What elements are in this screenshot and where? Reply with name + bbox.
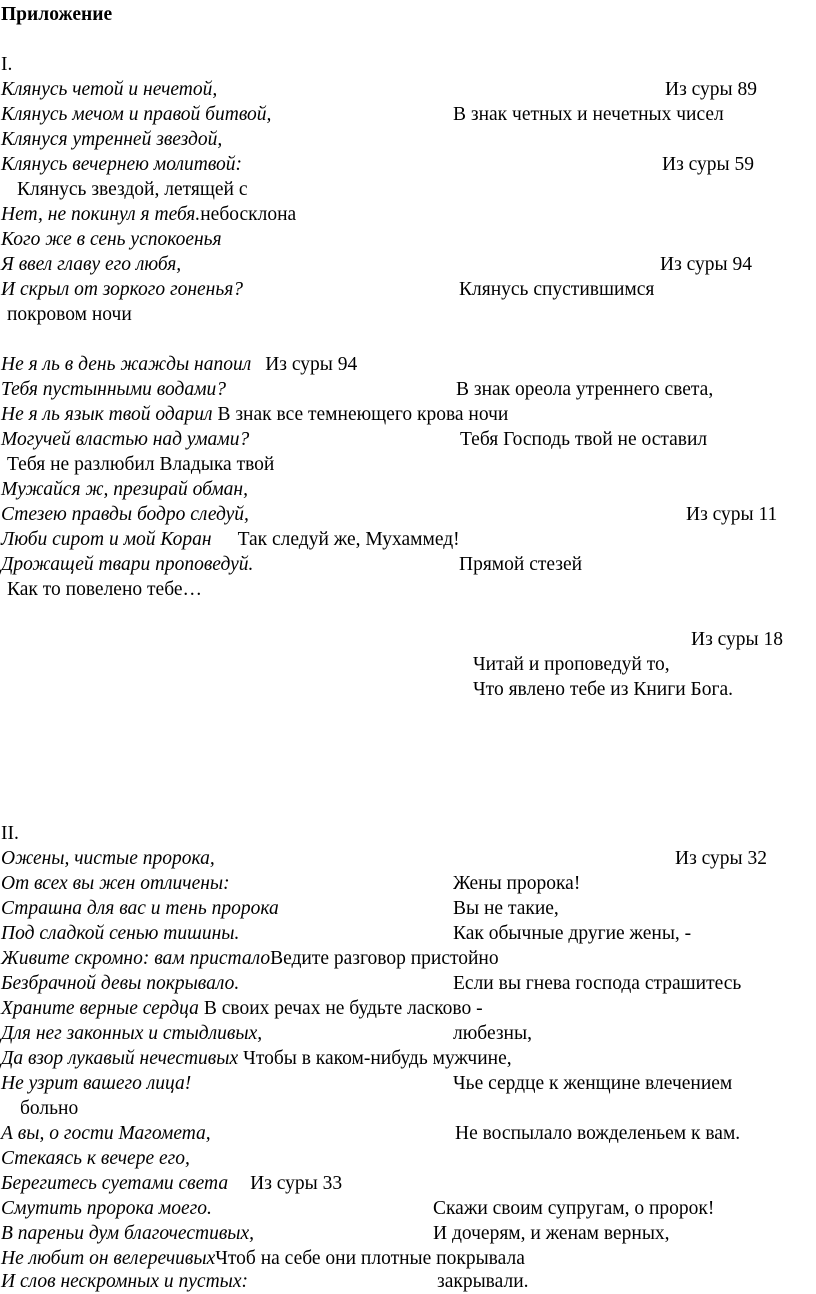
translation-line: В знак четных и нечетных чисел	[453, 104, 724, 125]
poem-line: Ожены, чистые пророка,	[1, 848, 215, 869]
sura-reference: Из суры 94	[265, 354, 358, 375]
poem-line-mixed	[1, 1172, 342, 1196]
translation-line: Чье сердце к женщине влечением	[453, 1073, 733, 1094]
translation-text: В своих речах не будьте ласково -	[203, 998, 483, 1019]
poem-line-mixed	[1, 528, 460, 552]
poem-line: От всех вы жен отличены:	[1, 873, 230, 894]
poem-line: Дрожащей твари проповедуй.	[1, 554, 254, 575]
poem-line: Могучей властью над умами?	[1, 429, 250, 450]
poem-line: Мужайся ж, презирай обман,	[1, 479, 248, 500]
sura-reference: Из суры 59	[662, 154, 755, 175]
translation-line: покровом ночи	[7, 304, 132, 325]
translation-line: Если вы гнева господа страшитесь	[453, 973, 742, 994]
poem-text: Не я ль язык твой одарил	[1, 404, 213, 425]
poem-line: Стезею правды бодро следуй,	[1, 504, 249, 525]
poem-line: Стекаясь к вечере его,	[1, 1148, 190, 1169]
translation-text: Ведите разговор пристойно	[270, 948, 499, 969]
translation-line: Клянусь звездой, летящей с	[17, 179, 248, 200]
poem-line: И слов нескромных и пустых:	[1, 1271, 249, 1292]
translation-text: Чтоб на себе они плотные покрывала	[215, 1248, 525, 1269]
poem-line-mixed	[1, 1047, 512, 1071]
poem-text: Нет, не покинул я тебя.	[1, 204, 201, 225]
translation-line: Тебя не разлюбил Владыка твой	[7, 454, 275, 475]
poem-text: Не я ль в день жажды напоил	[1, 354, 252, 375]
translation-text: Так следуй же, Мухаммед!	[237, 529, 460, 550]
translation-line: Что явлено тебе из Книги Бога.	[473, 679, 733, 700]
translation-line: Жены пророка!	[453, 873, 581, 894]
poem-line: Смутить пророка моего.	[1, 1198, 212, 1219]
poem-line-mixed	[1, 947, 499, 971]
translation-text: небосклона	[200, 204, 297, 225]
poem-line-mixed	[1, 1247, 525, 1271]
translation-line: Скажи своим супругам, о пророк!	[433, 1198, 715, 1219]
poem-text: Не любит он велеречивых	[1, 1248, 216, 1269]
poem-line: В пареньи дум благочестивых,	[1, 1223, 255, 1244]
translation-line: Читай и проповедуй то,	[473, 654, 670, 675]
poem-line: Не узрит вашего лица!	[1, 1073, 192, 1094]
poem-line: Клянуся утренней звездой,	[1, 129, 223, 150]
poem-line: Страшна для вас и тень пророка	[1, 898, 279, 919]
poem-line: А вы, о гости Магомета,	[1, 1123, 211, 1144]
poem-text: Да взор лукавый нечестивых	[1, 1048, 239, 1069]
translation-line: Прямой стезей	[459, 554, 583, 575]
sura-reference: Из суры 32	[675, 848, 768, 869]
sura-reference: Из суры 94	[660, 254, 753, 275]
poem-line: И скрыл от зоркого гоненья?	[1, 279, 244, 300]
poem-text: Берегитесь суетами света	[1, 1173, 229, 1194]
poem-line-mixed	[1, 403, 508, 427]
poem-line: Клянусь мечом и правой битвой,	[1, 104, 272, 125]
translation-line: Не воспылало вожделеньем к вам.	[455, 1123, 741, 1144]
sura-reference: Из суры 33	[250, 1173, 343, 1194]
poem-line: Безбрачной девы покрывало.	[1, 973, 240, 994]
translation-line: Тебя Господь твой не оставил	[460, 429, 708, 450]
sura-reference: Из суры 18	[691, 629, 784, 650]
sura-reference: Из суры 89	[665, 79, 758, 100]
translation-line: больно	[20, 1098, 79, 1119]
part-2-numeral: II.	[1, 823, 19, 844]
translation-line: Как обычные другие жены, -	[453, 923, 692, 944]
poem-line-mixed	[1, 353, 357, 377]
poem-text: Живите скромно: вам пристало	[1, 948, 271, 969]
translation-line: Как то повелено тебе…	[7, 579, 203, 600]
translation-text: В знак все темнеющего крова ночи	[217, 404, 509, 425]
part-1-numeral: I.	[1, 54, 13, 75]
poem-line: Я ввел главу его любя,	[1, 254, 182, 275]
poem-line: Клянусь четой и нечетой,	[1, 79, 218, 100]
translation-text: Чтобы в каком-нибудь мужчине,	[243, 1048, 512, 1069]
poem-text: Храните верные сердца	[1, 998, 199, 1019]
translation-line: закрывали.	[437, 1271, 529, 1292]
poem-line-mixed	[1, 997, 483, 1021]
translation-line: Клянусь спустившимся	[459, 279, 655, 300]
poem-line: Клянусь вечернею молитвой:	[1, 154, 243, 175]
poem-line: Тебя пустынными водами?	[1, 379, 227, 400]
translation-line: любезны,	[453, 1023, 532, 1044]
translation-line: В знак ореола утреннего света,	[456, 379, 714, 400]
appendix-heading: Приложение	[1, 4, 113, 25]
translation-line: И дочерям, и женам верных,	[433, 1223, 670, 1244]
poem-line: Для нег законных и стыдливых,	[1, 1023, 263, 1044]
sura-reference: Из суры 11	[686, 504, 778, 525]
translation-line: Вы не такие,	[453, 898, 559, 919]
poem-text: Люби сирот и мой Коран	[1, 529, 212, 550]
poem-line: Кого же в сень успокоенья	[1, 229, 222, 250]
poem-line: Под сладкой сенью тишины.	[1, 923, 240, 944]
poem-line-mixed	[1, 203, 296, 227]
